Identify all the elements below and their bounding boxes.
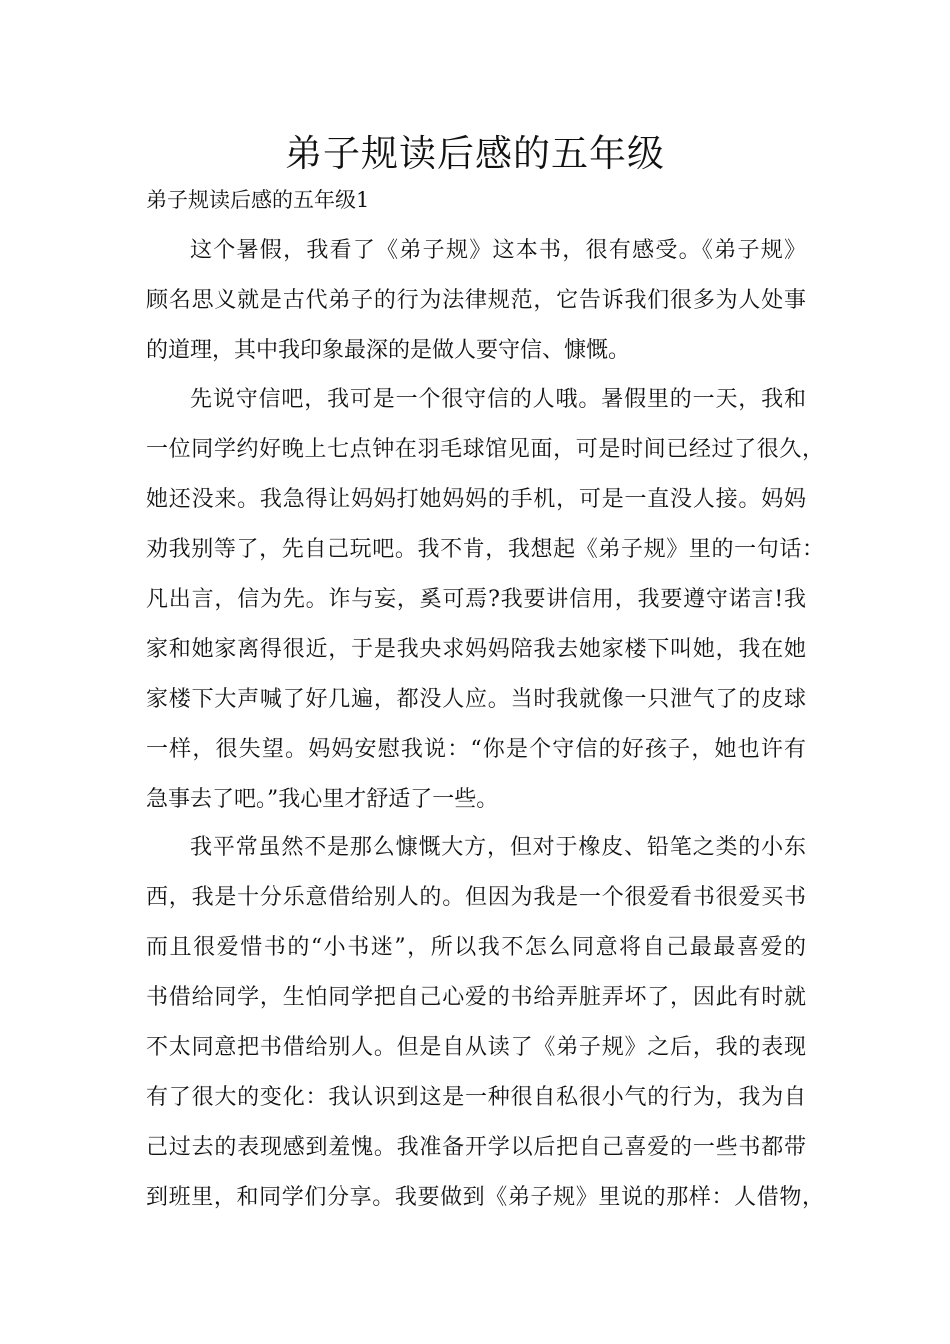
paragraph-line: 她还没来。我急得让妈妈打她妈妈的手机，可是一直没人接。妈妈: [146, 487, 806, 512]
paragraph-line: 家和她家离得很近，于是我央求妈妈陪我去她家楼下叫她，我在她: [146, 637, 806, 662]
paragraph-line: 一位同学约好晚上七点钟在羽毛球馆见面，可是时间已经过了很久，: [146, 437, 824, 462]
paragraph-line: 到班里，和同学们分享。我要做到《弟子规》里说的那样：人借物，: [146, 1185, 824, 1210]
paragraph-line: 己过去的表现感到羞愧。我准备开学以后把自己喜爱的一些书都带: [146, 1135, 806, 1160]
paragraph-line: 我平常虽然不是那么慷慨大方，但对于橡皮、铅笔之类的小东: [190, 835, 806, 860]
paragraph-line: 顾名思义就是古代弟子的行为法律规范，它告诉我们很多为人处事: [146, 288, 806, 313]
paragraph-line: 凡出言，信为先。诈与妄，奚可焉?我要讲信用，我要遵守诺言!我: [146, 587, 806, 612]
paragraph-line: 不太同意把书借给别人。但是自从读了《弟子规》之后，我的表现: [146, 1035, 806, 1060]
paragraph-line: 家楼下大声喊了好几遍，都没人应。当时我就像一只泄气了的皮球: [146, 687, 806, 712]
paragraph-line: 有了很大的变化：我认识到这是一种很自私很小气的行为，我为自: [146, 1085, 806, 1110]
paragraph-line: 急事去了吧。”我心里才舒适了一些。: [146, 787, 499, 812]
paragraph-line: 一样，很失望。妈妈安慰我说：“你是个守信的好孩子，她也许有: [146, 737, 806, 762]
paragraph-line: 劝我别等了，先自己玩吧。我不肯，我想起《弟子规》里的一句话：: [146, 537, 824, 562]
paragraph-line: 的道理，其中我印象最深的是做人要守信、慷慨。: [146, 338, 631, 363]
section-heading: 弟子规读后感的五年级1: [146, 188, 370, 212]
paragraph-3: [146, 823, 824, 1223]
document-title: 弟子规读后感的五年级: [285, 132, 665, 175]
paragraph-1: [146, 226, 806, 376]
paragraph-line: 西，我是十分乐意借给别人的。但因为我是一个很爱看书很爱买书: [146, 885, 806, 910]
paragraph-2: [146, 375, 824, 825]
paragraph-line: 而且很爱惜书的“小书迷”，所以我不怎么同意将自己最最喜爱的: [146, 935, 806, 960]
paragraph-line: 书借给同学，生怕同学把自己心爱的书给弄脏弄坏了，因此有时就: [146, 985, 806, 1010]
paragraph-line: 这个暑假，我看了《弟子规》这本书，很有感受。《弟子规》: [190, 238, 806, 263]
paragraph-line: 先说守信吧，我可是一个很守信的人哦。暑假里的一天，我和: [190, 387, 806, 412]
